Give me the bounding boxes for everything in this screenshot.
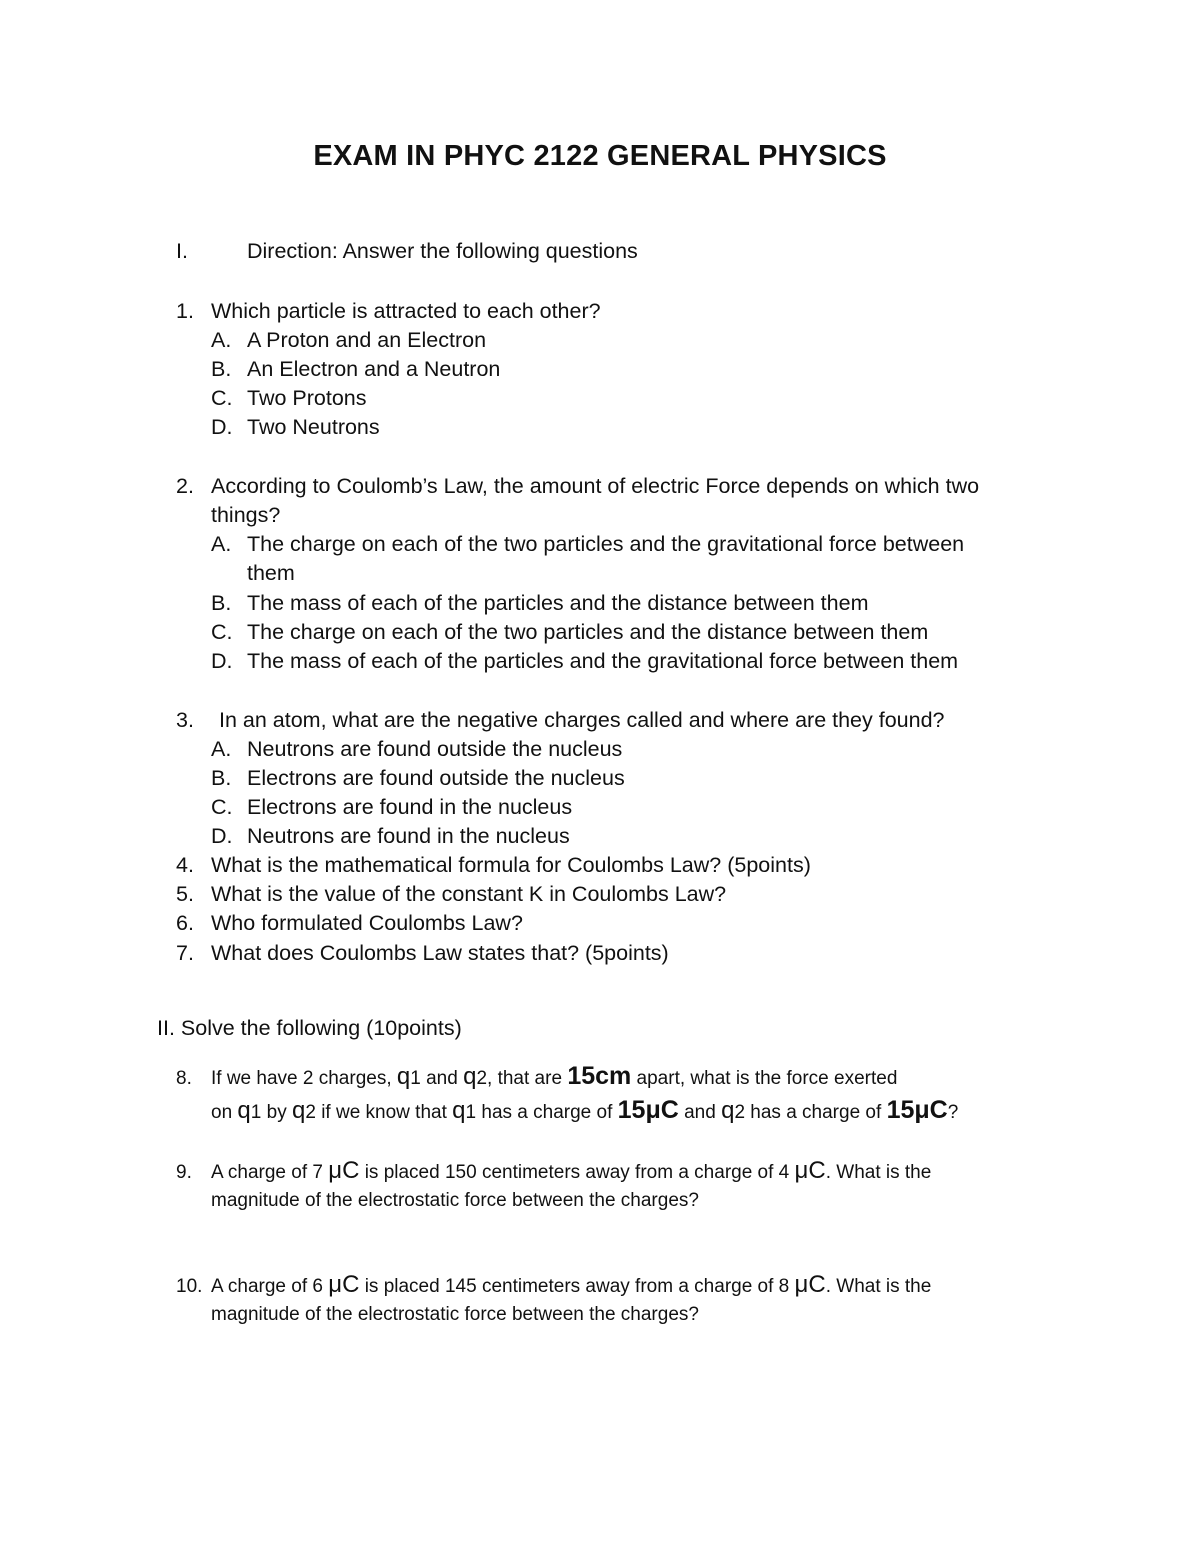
subscript: 2 bbox=[476, 1068, 488, 1089]
option-letter: A. bbox=[211, 328, 232, 352]
subscript: 1 bbox=[250, 1102, 262, 1123]
question-number: 3. bbox=[176, 708, 194, 732]
option-text: A Proton and an Electron bbox=[247, 328, 487, 352]
question-text-line bbox=[211, 1156, 931, 1187]
option-text: Neutrons are found in the nucleus bbox=[247, 824, 570, 848]
charge-symbol: q bbox=[237, 1097, 251, 1124]
option-letter: A. bbox=[211, 532, 232, 556]
option-text-continued: them bbox=[247, 561, 295, 585]
section-2-heading: II. Solve the following (10points) bbox=[157, 1016, 462, 1040]
text-fragment: is placed 150 centimeters away from a charge of 4 bbox=[359, 1162, 795, 1183]
option-letter: C. bbox=[211, 386, 233, 410]
option-text: The charge on each of the two particles and the distance between them bbox=[247, 620, 929, 644]
text-fragment: , that are bbox=[487, 1068, 568, 1089]
question-9-line-2: magnitude of the electrostatic force between the charges? bbox=[211, 1190, 699, 1211]
charge-value: 15μC bbox=[617, 1096, 679, 1124]
option-text: Electrons are found in the nucleus bbox=[247, 795, 573, 819]
text-fragment: A charge of 6 bbox=[211, 1276, 329, 1297]
option-text: Two Protons bbox=[247, 386, 367, 410]
question-number: 8. bbox=[176, 1068, 192, 1089]
question-number: 6. bbox=[176, 911, 194, 935]
unit-symbol: μC bbox=[794, 1271, 826, 1298]
question-text: What is the mathematical formula for Coulombs Law? (5points) bbox=[211, 853, 811, 877]
option-letter: B. bbox=[211, 766, 232, 790]
unit-symbol: μC bbox=[794, 1157, 826, 1184]
text-fragment: on bbox=[211, 1102, 238, 1123]
charge-value: 15μC bbox=[886, 1096, 948, 1124]
option-letter: B. bbox=[211, 591, 232, 615]
section-direction: Direction: Answer the following questions bbox=[247, 239, 638, 263]
option-text: Electrons are found outside the nucleus bbox=[247, 766, 625, 790]
charge-symbol: q bbox=[396, 1063, 411, 1090]
charge-symbol: q bbox=[291, 1097, 306, 1124]
subscript: 1 bbox=[465, 1102, 477, 1123]
question-text: Which particle is attracted to each other? bbox=[211, 299, 601, 323]
question-text-line bbox=[211, 1096, 958, 1127]
text-fragment: If we have 2 charges, bbox=[211, 1068, 397, 1089]
option-letter: D. bbox=[211, 824, 233, 848]
exam-title: EXAM IN PHYC 2122 GENERAL PHYSICS bbox=[313, 140, 887, 172]
question-text: According to Coulomb’s Law, the amount of electric Force depends on which two bbox=[211, 474, 980, 498]
text-fragment: by bbox=[261, 1102, 292, 1123]
text-fragment: and bbox=[420, 1068, 464, 1089]
question-text: In an atom, what are the negative charges called and where are they found? bbox=[219, 708, 945, 732]
question-10-line-2: magnitude of the electrostatic force between the charges? bbox=[211, 1304, 699, 1325]
question-number: 10. bbox=[176, 1276, 203, 1297]
text-fragment: and bbox=[678, 1102, 722, 1123]
question-text-line bbox=[211, 1270, 931, 1301]
option-text: The mass of each of the particles and the distance between them bbox=[247, 591, 869, 615]
option-letter: B. bbox=[211, 357, 232, 381]
option-text: Two Neutrons bbox=[247, 415, 380, 439]
text-fragment: has a charge of bbox=[745, 1102, 887, 1123]
subscript: 2 bbox=[734, 1102, 746, 1123]
section-numeral: I. bbox=[176, 239, 188, 263]
subscript: 1 bbox=[410, 1068, 421, 1089]
charge-symbol: q bbox=[463, 1063, 477, 1090]
question-text-continued: things? bbox=[211, 503, 281, 527]
unit-symbol: μC bbox=[328, 1271, 360, 1298]
option-text: An Electron and a Neutron bbox=[247, 357, 501, 381]
option-text: Neutrons are found outside the nucleus bbox=[247, 737, 623, 761]
text-fragment: is placed 145 centimeters away from a charge of 8 bbox=[359, 1276, 795, 1297]
question-number: 4. bbox=[176, 853, 194, 877]
text-fragment: A charge of 7 bbox=[211, 1162, 329, 1183]
question-number: 1. bbox=[176, 299, 194, 323]
text-fragment: apart, what is the force exerted bbox=[631, 1068, 898, 1089]
charge-symbol: q bbox=[452, 1097, 466, 1124]
question-number: 2. bbox=[176, 474, 194, 498]
option-letter: C. bbox=[211, 620, 233, 644]
question-number: 5. bbox=[176, 882, 194, 906]
charge-symbol: q bbox=[721, 1097, 735, 1124]
question-text: What does Coulombs Law states that? (5points) bbox=[211, 941, 669, 965]
option-letter: D. bbox=[211, 649, 233, 673]
text-fragment: has a charge of bbox=[476, 1102, 618, 1123]
text-fragment: if we know that bbox=[315, 1102, 453, 1123]
text-fragment: ? bbox=[947, 1102, 959, 1123]
option-text: The charge on each of the two particles and the gravitational force between bbox=[247, 532, 965, 556]
question-number: 9. bbox=[176, 1162, 192, 1183]
question-text: What is the value of the constant K in Coulombs Law? bbox=[211, 882, 727, 906]
unit-symbol: μC bbox=[328, 1157, 360, 1184]
text-fragment: . What is the bbox=[825, 1162, 932, 1183]
question-text: Who formulated Coulombs Law? bbox=[211, 911, 523, 935]
text-fragment: . What is the bbox=[825, 1276, 932, 1297]
option-text: The mass of each of the particles and the gravitational force between them bbox=[247, 649, 959, 673]
question-text-line bbox=[211, 1062, 897, 1093]
question-number: 7. bbox=[176, 941, 194, 965]
distance-value: 15cm bbox=[567, 1062, 632, 1090]
option-letter: D. bbox=[211, 415, 233, 439]
option-letter: A. bbox=[211, 737, 232, 761]
option-letter: C. bbox=[211, 795, 233, 819]
subscript: 2 bbox=[305, 1102, 316, 1123]
